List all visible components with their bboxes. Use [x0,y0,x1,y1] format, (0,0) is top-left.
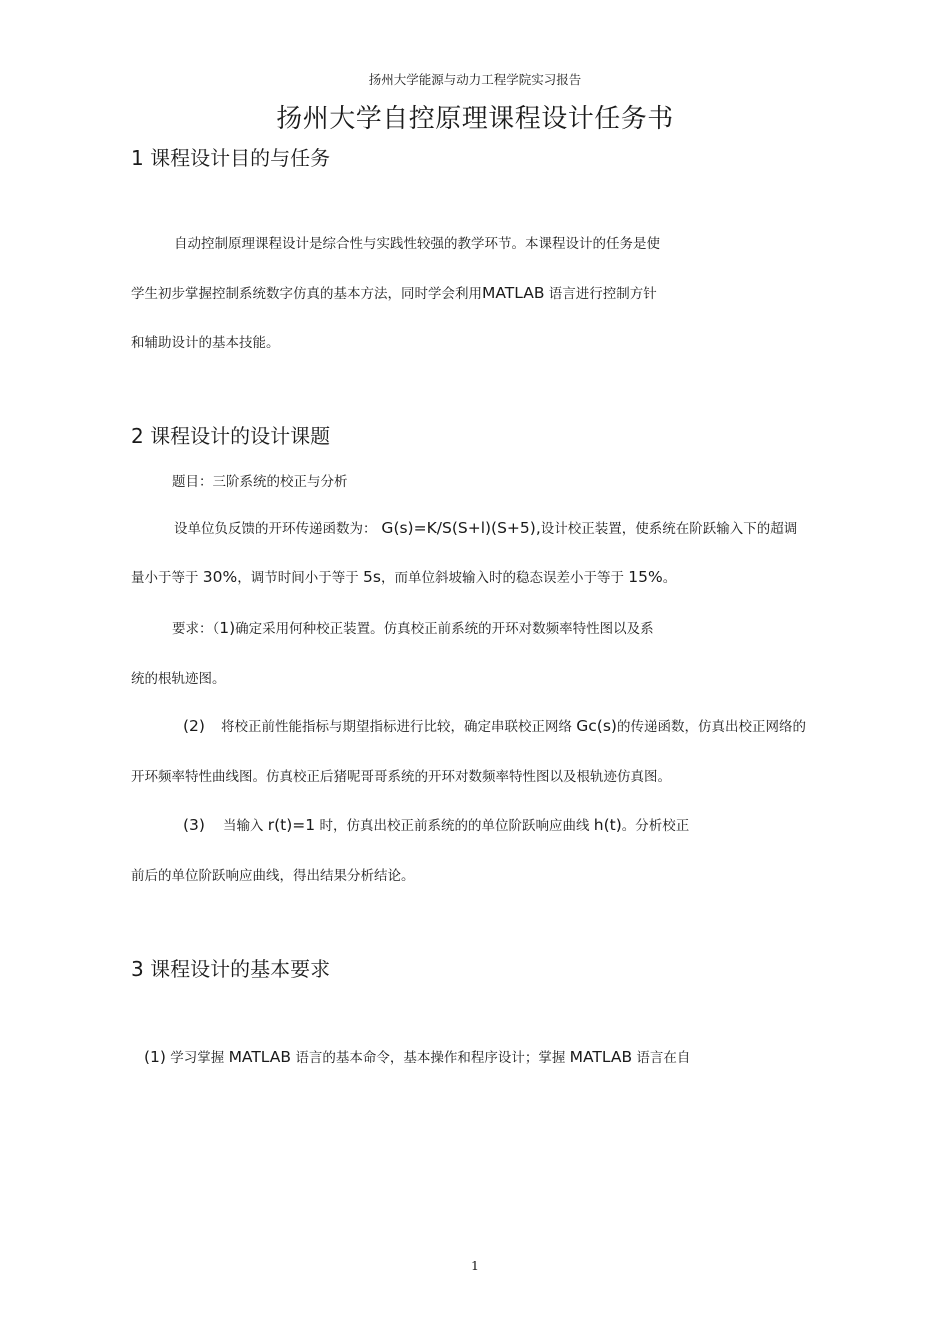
text-run: 量小于等于 [131,570,203,586]
section-2-heading: 2 课程设计的设计课题 [131,424,331,448]
matlab-term: MATLAB [569,1048,633,1066]
text-run: 时，仿真出校正前系统的的单位阶跃响应曲线 [315,818,594,834]
steady-state-error-value: 15% [628,568,663,586]
text-run: 。 [662,570,677,586]
section-1-heading: 1 课程设计目的与任务 [131,146,331,170]
section-1-line-1: 自动控制原理课程设计是综合性与实践性较强的教学环节。本课程设计的任务是使 [174,236,660,252]
text-run: 确定采用何种校正装置。仿真校正前系统的开环对数频率特性图以及系 [235,621,654,637]
document-title: 扬州大学自控原理课程设计任务书 [276,104,674,134]
page-number: 1 [471,1258,479,1273]
matlab-term: MATLAB [482,284,545,302]
text-run: 要求：（ [172,621,220,637]
text-run: ，调节时间小于等于 [237,570,364,586]
text-run: 设单位负反馈的开环传递函数为： [174,521,377,537]
section-1-line-3: 和辅助设计的基本技能。 [131,335,280,351]
requirement-2-continuation: 开环频率特性曲线图。仿真校正后猪呢哥哥系统的开环对数频率特性图以及根轨迹仿真图。 [131,769,671,785]
step-response-symbol: h(t) [593,816,622,834]
text-run: 将校正前性能指标与期望指标进行比较，确定串联校正网络 [220,719,577,735]
network-transfer-function: Gc(s) [576,717,617,735]
requirement-number: 1) [219,619,236,637]
transfer-function-line [174,517,797,537]
text-run: 语言的基本命令，基本操作和程序设计；掌握 [291,1050,570,1066]
section-1-line-2 [131,282,657,302]
requirement-2-line [183,715,806,735]
text-run: 语言在自 [632,1050,691,1066]
requirement-3-line [183,814,689,834]
settling-time-value: 5s [363,568,381,586]
text-run: ，而单位斜坡输入时的稳态误差小于等于 [380,570,629,586]
spec-line [131,566,676,586]
input-signal: r(t)=1 [267,816,316,834]
requirement-number: (3) [183,816,205,834]
text-run: 学生初步掌握控制系统数字仿真的基本方法，同时学会利用 [131,286,482,302]
basic-requirement-1-line [144,1046,690,1066]
topic-line: 题目：三阶系统的校正与分析 [172,474,348,490]
requirement-1-line [172,617,654,637]
requirement-number: (1) [144,1048,166,1066]
text-run: 学习掌握 [165,1050,229,1066]
text-run: 。分析校正 [621,818,690,834]
transfer-function-formula: G(s)=K/S(S+l)(S+5), [376,519,541,537]
running-header: 扬州大学能源与动力工程学院实习报告 [368,72,582,87]
text-run: 当输入 [222,818,268,834]
requirement-1-continuation: 统的根轨迹图。 [131,671,226,687]
text-run: 的传递函数，仿真出校正网络的 [616,719,806,735]
matlab-term: MATLAB [228,1048,292,1066]
overshoot-value: 30% [202,568,238,586]
text-run: 语言进行控制方针 [544,286,657,302]
requirement-number: (2) [183,717,205,735]
requirement-3-continuation: 前后的单位阶跃响应曲线，得出结果分析结论。 [131,868,415,884]
text-run: 设计校正装置，使系统在阶跃输入下的超调 [540,521,798,537]
section-3-heading: 3 课程设计的基本要求 [131,957,331,981]
